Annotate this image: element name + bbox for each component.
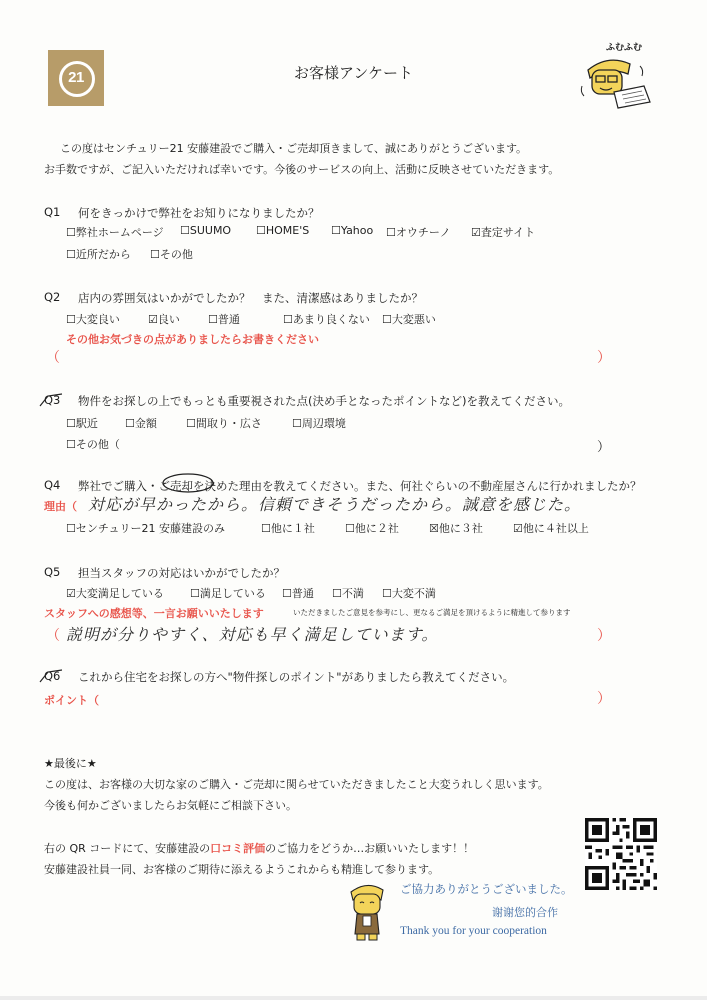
page-title: お客様アンケート xyxy=(293,64,414,82)
q5-number: Q5 xyxy=(44,565,61,579)
closing-line-1: この度は、お客様の大切な家のご購入・ご売却に関らせていただきましたこと大変うれしく思います。 xyxy=(44,778,549,791)
q1-option-suumo[interactable]: ☐SUUMO xyxy=(180,224,232,237)
mascot-bowing-illustration xyxy=(345,878,389,942)
closing-line-2: 今後も何かございましたらお気軽にご相談下さい。 xyxy=(44,799,297,812)
closing-line-4: 安藤建設社員一同、お客様のご期待に添えるようこれからも精進して参ります。 xyxy=(44,863,440,876)
q3-option-layout[interactable]: ☐間取り・広さ xyxy=(186,417,262,430)
q5-handwritten-comment: 説明が分りやすく、対応も早く満足しています。 xyxy=(66,625,439,644)
bottom-edge xyxy=(0,996,707,1000)
q3-option-station[interactable]: ☐駅近 xyxy=(66,417,98,430)
q2-option-good-checked[interactable]: ☑良い xyxy=(148,313,180,326)
q2-option-not-good[interactable]: ☐あまり良くない xyxy=(283,313,370,326)
q5-note-small: いただきましたご意見を参考にし、更なるご満足を頂けるように精進して参ります xyxy=(293,608,571,617)
closing-qr-highlight: 口コミ評価 xyxy=(210,842,266,855)
q4-text: 弊社でご購入・ご売却を決めた理由を教えてください。また、何社ぐらいの不動産屋さんに行かれましたか？ xyxy=(78,479,642,493)
q3-paren-close: ） xyxy=(597,440,611,455)
mascot-caption: ふむふむ xyxy=(606,43,643,53)
q6-strike-mark xyxy=(38,668,64,686)
q4-option-4plus-checked[interactable]: ☑他に４社以上 xyxy=(513,522,589,535)
q4-number: Q4 xyxy=(44,478,61,492)
intro-line-1: この度はセンチュリー21 安藤建設でご購入・ご売却頂きまして、誠にありがとうございます。 xyxy=(60,142,528,155)
q1-number: Q1 xyxy=(44,205,61,219)
q4-option-1-other[interactable]: ☐他に１社 xyxy=(261,522,315,535)
q5-note: スタッフへの感想等、一言お願いいたします xyxy=(44,607,264,620)
q2-text: 店内の雰囲気はいかがでしたか？ また、清潔感はありましたか？ xyxy=(78,291,423,305)
q4-option-3-others[interactable]: ☒他に３社 xyxy=(429,522,483,535)
intro-line-2: お手数ですが、ご記入いただければ幸いです。今後のサービスの向上、活動に反映させていただきます。 xyxy=(44,163,560,176)
q5-option-satisfied[interactable]: ☐満足している xyxy=(190,587,266,600)
q3-option-other[interactable]: ☐その他（ xyxy=(66,438,120,451)
q3-option-surroundings[interactable]: ☐周辺環境 xyxy=(292,417,346,430)
q1-text: 何をきっかけで弊社をお知りになりましたか？ xyxy=(78,206,320,220)
q1-option-assessment-site-checked[interactable]: ☑査定サイト xyxy=(471,226,536,239)
q2-note: その他お気づきの点がありましたらお書きください xyxy=(66,333,319,346)
q1-option-ouchino[interactable]: ☐オウチーノ xyxy=(386,226,451,239)
qr-code[interactable] xyxy=(585,818,657,890)
q2-option-normal[interactable]: ☐普通 xyxy=(208,313,240,326)
q5-option-very-satisfied-checked[interactable]: ☑大変満足している xyxy=(66,587,164,600)
closing-qr-pre: 右の QR コードにて、安藤建設の xyxy=(44,842,211,855)
q1-option-yahoo[interactable]: ☐Yahoo xyxy=(331,224,374,237)
q6-text: これから住宅をお探しの方へ"物件探しのポイント"がありましたら教えてください。 xyxy=(78,670,515,684)
q4-handwritten-reason: 対応が早かったから。信頼できそうだったから。誠意を感じた。 xyxy=(88,495,582,514)
closing-heading: ★最後に★ xyxy=(44,757,97,770)
closing-qr-post: のご協力をどうか…お願いいたします！！ xyxy=(265,842,475,855)
q4-circle-mark xyxy=(160,472,216,494)
q2-paren-open: （ xyxy=(46,350,60,366)
q1-option-homes[interactable]: ☐HOME'S xyxy=(256,224,310,237)
q5-paren-open: （ xyxy=(46,628,60,644)
q6-paren-close: ） xyxy=(597,691,611,707)
q2-option-very-bad[interactable]: ☐大変悪い xyxy=(382,313,436,326)
thanks-chinese: 谢谢您的合作 xyxy=(492,906,558,919)
q4-option-2-others[interactable]: ☐他に２社 xyxy=(345,522,399,535)
q6-point-label: ポイント（ xyxy=(44,694,99,707)
q2-number: Q2 xyxy=(44,290,61,304)
q3-strike-mark xyxy=(38,392,64,410)
mascot-reading-illustration xyxy=(578,40,658,112)
q5-text: 担当スタッフの対応はいかがでしたか？ xyxy=(78,566,285,580)
q4-option-only-this[interactable]: ☐センチュリー21 安藤建設のみ xyxy=(66,522,226,535)
q3-number: Q3 xyxy=(44,393,61,407)
q3-option-price[interactable]: ☐金額 xyxy=(125,417,157,430)
q5-option-normal[interactable]: ☐普通 xyxy=(282,587,314,600)
thanks-english: Thank you for your cooperation xyxy=(400,925,547,937)
q2-option-very-good[interactable]: ☐大変良い xyxy=(66,313,120,326)
q5-option-very-dissatisfied[interactable]: ☐大変不満 xyxy=(382,587,436,600)
q1-option-other[interactable]: ☐その他 xyxy=(150,248,193,261)
q1-option-nearby[interactable]: ☐近所だから xyxy=(66,248,131,261)
logo-text: 21 xyxy=(68,69,84,86)
closing-qr-line xyxy=(44,840,474,856)
thanks-japanese: ご協力ありがとうございました。 xyxy=(400,882,573,896)
q1-option-homepage[interactable]: ☐弊社ホームページ xyxy=(66,226,164,239)
q4-reason-label: 理由（ xyxy=(44,500,77,513)
q6-number: Q6 xyxy=(44,669,61,683)
q2-paren-close: ） xyxy=(597,350,611,366)
q5-paren-close: ） xyxy=(597,628,611,644)
q5-option-dissatisfied[interactable]: ☐不満 xyxy=(332,587,364,600)
q3-text: 物件をお探しの上でもっとも重要視された点(決め手となったポイントなど)を教えてください。 xyxy=(78,394,570,408)
